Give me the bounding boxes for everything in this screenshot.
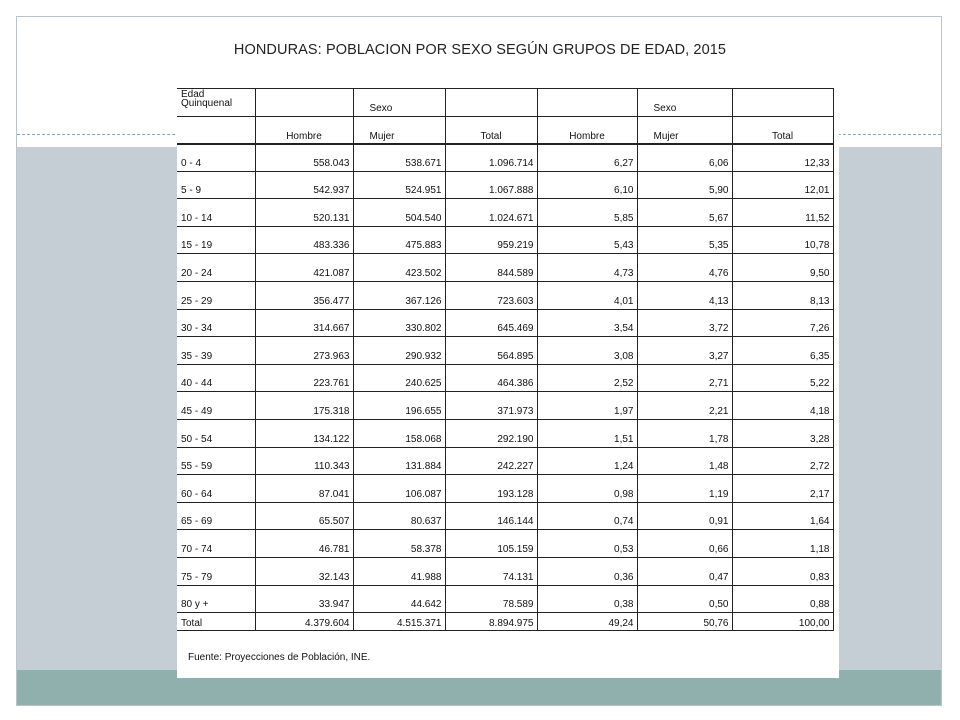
age-cell: 45 - 49 bbox=[177, 392, 255, 420]
pct-total-cell: 6,35 bbox=[732, 337, 833, 365]
hombre-cell: 542.937 bbox=[255, 171, 353, 199]
pct-hombre-cell: 0,36 bbox=[537, 557, 637, 585]
pct-total-cell: 9,50 bbox=[732, 254, 833, 282]
pct-total-cell: 10,78 bbox=[732, 226, 833, 254]
pct-mujer-cell: 1,19 bbox=[637, 475, 732, 503]
mujer-cell: 240.625 bbox=[353, 364, 445, 392]
table-row bbox=[177, 475, 833, 503]
col-header-pct-total: Total bbox=[732, 117, 833, 144]
pct-hombre-cell: 2,52 bbox=[537, 364, 637, 392]
age-cell: 65 - 69 bbox=[177, 502, 255, 530]
age-cell: 40 - 44 bbox=[177, 364, 255, 392]
table-row bbox=[177, 392, 833, 420]
pct-mujer-cell: 0,50 bbox=[637, 585, 732, 613]
age-header-line2: Quinquenal bbox=[181, 98, 233, 109]
pct-hombre-cell: 3,08 bbox=[537, 337, 637, 365]
pct-total-cell: 0,83 bbox=[732, 557, 833, 585]
pct-hombre-cell: 49,24 bbox=[537, 613, 637, 631]
total-cell: 78.589 bbox=[445, 585, 537, 613]
age-cell: Total bbox=[177, 613, 255, 631]
total-cell: 844.589 bbox=[445, 254, 537, 282]
header-row-2 bbox=[177, 117, 833, 144]
pct-total-cell: 3,28 bbox=[732, 419, 833, 447]
hombre-cell: 87.041 bbox=[255, 475, 353, 503]
pct-total-cell: 5,22 bbox=[732, 364, 833, 392]
slide-title: HONDURAS: POBLACION POR SEXO SEGÚN GRUPOS DE EDAD, 2015 bbox=[233, 42, 727, 58]
pct-total-cell: 4,18 bbox=[732, 392, 833, 420]
mujer-cell: 504.540 bbox=[353, 199, 445, 227]
table-row bbox=[177, 226, 833, 254]
table-row bbox=[177, 171, 833, 199]
table-row bbox=[177, 502, 833, 530]
mujer-cell: 41.988 bbox=[353, 557, 445, 585]
pct-hombre-cell: 0,98 bbox=[537, 475, 637, 503]
mujer-cell: 58.378 bbox=[353, 530, 445, 558]
table-row bbox=[177, 530, 833, 558]
total-cell: 74.131 bbox=[445, 557, 537, 585]
pct-hombre-cell: 1,24 bbox=[537, 447, 637, 475]
pct-mujer-cell: 6,06 bbox=[637, 144, 732, 172]
mujer-cell: 80.637 bbox=[353, 502, 445, 530]
mujer-cell: 4.515.371 bbox=[353, 613, 445, 631]
col-header-pct-mujer: Mujer bbox=[637, 117, 732, 144]
hombre-cell: 32.143 bbox=[255, 557, 353, 585]
hombre-cell: 520.131 bbox=[255, 199, 353, 227]
pct-total-cell: 100,00 bbox=[732, 613, 833, 631]
pct-hombre-cell: 0,53 bbox=[537, 530, 637, 558]
total-cell: 564.895 bbox=[445, 337, 537, 365]
total-cell: 242.227 bbox=[445, 447, 537, 475]
pct-total-cell: 8,13 bbox=[732, 281, 833, 309]
pct-mujer-cell: 3,72 bbox=[637, 309, 732, 337]
age-cell: 0 - 4 bbox=[177, 144, 255, 172]
pct-mujer-cell: 5,90 bbox=[637, 171, 732, 199]
table-body bbox=[177, 89, 833, 631]
hombre-cell: 46.781 bbox=[255, 530, 353, 558]
table-row bbox=[177, 364, 833, 392]
total-cell: 645.469 bbox=[445, 309, 537, 337]
age-cell: 10 - 14 bbox=[177, 199, 255, 227]
hombre-cell: 4.379.604 bbox=[255, 613, 353, 631]
pct-total-cell: 1,64 bbox=[732, 502, 833, 530]
total-row bbox=[177, 613, 833, 631]
pct-mujer-cell: 0,47 bbox=[637, 557, 732, 585]
pct-mujer-cell: 4,13 bbox=[637, 281, 732, 309]
total-cell: 464.386 bbox=[445, 364, 537, 392]
age-cell: 5 - 9 bbox=[177, 171, 255, 199]
pct-total-cell: 2,17 bbox=[732, 475, 833, 503]
hombre-cell: 421.087 bbox=[255, 254, 353, 282]
pct-mujer-cell: 1,48 bbox=[637, 447, 732, 475]
total-cell: 105.159 bbox=[445, 530, 537, 558]
pct-mujer-cell: 0,91 bbox=[637, 502, 732, 530]
age-cell: 20 - 24 bbox=[177, 254, 255, 282]
pct-mujer-cell: 3,27 bbox=[637, 337, 732, 365]
pct-total-cell: 12,33 bbox=[732, 144, 833, 172]
table-row bbox=[177, 557, 833, 585]
pct-hombre-cell: 5,85 bbox=[537, 199, 637, 227]
age-cell: 50 - 54 bbox=[177, 419, 255, 447]
mujer-cell: 475.883 bbox=[353, 226, 445, 254]
mujer-cell: 106.087 bbox=[353, 475, 445, 503]
pct-mujer-cell: 2,21 bbox=[637, 392, 732, 420]
hombre-cell: 483.336 bbox=[255, 226, 353, 254]
table-row bbox=[177, 337, 833, 365]
pct-hombre-cell: 6,27 bbox=[537, 144, 637, 172]
hombre-cell: 314.667 bbox=[255, 309, 353, 337]
table-row bbox=[177, 419, 833, 447]
age-cell: 60 - 64 bbox=[177, 475, 255, 503]
col-header-pct-hombre: Hombre bbox=[537, 117, 637, 144]
hombre-cell: 65.507 bbox=[255, 502, 353, 530]
table-row bbox=[177, 254, 833, 282]
pct-hombre-cell: 6,10 bbox=[537, 171, 637, 199]
pct-hombre-cell: 0,74 bbox=[537, 502, 637, 530]
age-header-line1: Edad bbox=[181, 89, 205, 100]
total-cell: 1.024.671 bbox=[445, 199, 537, 227]
hombre-cell: 175.318 bbox=[255, 392, 353, 420]
mujer-cell: 196.655 bbox=[353, 392, 445, 420]
mujer-cell: 524.951 bbox=[353, 171, 445, 199]
mujer-cell: 158.068 bbox=[353, 419, 445, 447]
col-header-mujer: Mujer bbox=[353, 117, 445, 144]
sexo-header-right: Sexo bbox=[637, 89, 732, 117]
header-blank-cell bbox=[177, 117, 255, 144]
table-row bbox=[177, 144, 833, 172]
pct-hombre-cell: 3,54 bbox=[537, 309, 637, 337]
total-cell: 959.219 bbox=[445, 226, 537, 254]
age-cell: 15 - 19 bbox=[177, 226, 255, 254]
table-row bbox=[177, 309, 833, 337]
age-cell: 70 - 74 bbox=[177, 530, 255, 558]
pct-mujer-cell: 4,76 bbox=[637, 254, 732, 282]
total-cell: 371.973 bbox=[445, 392, 537, 420]
pct-hombre-cell: 4,73 bbox=[537, 254, 637, 282]
mujer-cell: 367.126 bbox=[353, 281, 445, 309]
header-blank-cell bbox=[537, 89, 637, 117]
table-row bbox=[177, 447, 833, 475]
age-group-header bbox=[177, 89, 255, 117]
age-cell: 80 y + bbox=[177, 585, 255, 613]
mujer-cell: 538.671 bbox=[353, 144, 445, 172]
header-blank-cell bbox=[445, 89, 537, 117]
pct-mujer-cell: 1,78 bbox=[637, 419, 732, 447]
age-cell: 25 - 29 bbox=[177, 281, 255, 309]
sexo-header-left: Sexo bbox=[353, 89, 445, 117]
total-cell: 1.096.714 bbox=[445, 144, 537, 172]
pct-total-cell: 7,26 bbox=[732, 309, 833, 337]
pct-total-cell: 11,52 bbox=[732, 199, 833, 227]
hombre-cell: 134.122 bbox=[255, 419, 353, 447]
hombre-cell: 356.477 bbox=[255, 281, 353, 309]
col-header-hombre: Hombre bbox=[255, 117, 353, 144]
mujer-cell: 423.502 bbox=[353, 254, 445, 282]
mujer-cell: 330.802 bbox=[353, 309, 445, 337]
age-cell: 30 - 34 bbox=[177, 309, 255, 337]
hombre-cell: 33.947 bbox=[255, 585, 353, 613]
pct-hombre-cell: 1,97 bbox=[537, 392, 637, 420]
header-row-1 bbox=[177, 89, 833, 117]
hombre-cell: 558.043 bbox=[255, 144, 353, 172]
header-blank-cell bbox=[732, 89, 833, 117]
pct-mujer-cell: 50,76 bbox=[637, 613, 732, 631]
pct-mujer-cell: 2,71 bbox=[637, 364, 732, 392]
table-row bbox=[177, 585, 833, 613]
pct-total-cell: 12,01 bbox=[732, 171, 833, 199]
pct-mujer-cell: 0,66 bbox=[637, 530, 732, 558]
pct-total-cell: 2,72 bbox=[732, 447, 833, 475]
mujer-cell: 44.642 bbox=[353, 585, 445, 613]
mujer-cell: 290.932 bbox=[353, 337, 445, 365]
hombre-cell: 223.761 bbox=[255, 364, 353, 392]
table-row bbox=[177, 199, 833, 227]
total-cell: 193.128 bbox=[445, 475, 537, 503]
age-cell: 75 - 79 bbox=[177, 557, 255, 585]
population-table bbox=[177, 88, 834, 631]
pct-hombre-cell: 4,01 bbox=[537, 281, 637, 309]
total-cell: 723.603 bbox=[445, 281, 537, 309]
pct-mujer-cell: 5,67 bbox=[637, 199, 732, 227]
total-cell: 8.894.975 bbox=[445, 613, 537, 631]
pct-total-cell: 0,88 bbox=[732, 585, 833, 613]
total-cell: 292.190 bbox=[445, 419, 537, 447]
table-row bbox=[177, 281, 833, 309]
hombre-cell: 273.963 bbox=[255, 337, 353, 365]
age-cell: 35 - 39 bbox=[177, 337, 255, 365]
pct-hombre-cell: 0,38 bbox=[537, 585, 637, 613]
mujer-cell: 131.884 bbox=[353, 447, 445, 475]
col-header-total: Total bbox=[445, 117, 537, 144]
pct-total-cell: 1,18 bbox=[732, 530, 833, 558]
age-cell: 55 - 59 bbox=[177, 447, 255, 475]
pct-hombre-cell: 5,43 bbox=[537, 226, 637, 254]
source-note: Fuente: Proyecciones de Población, INE. bbox=[188, 652, 371, 663]
total-cell: 1.067.888 bbox=[445, 171, 537, 199]
hombre-cell: 110.343 bbox=[255, 447, 353, 475]
pct-mujer-cell: 5,35 bbox=[637, 226, 732, 254]
pct-hombre-cell: 1,51 bbox=[537, 419, 637, 447]
header-blank-cell bbox=[255, 89, 353, 117]
total-cell: 146.144 bbox=[445, 502, 537, 530]
